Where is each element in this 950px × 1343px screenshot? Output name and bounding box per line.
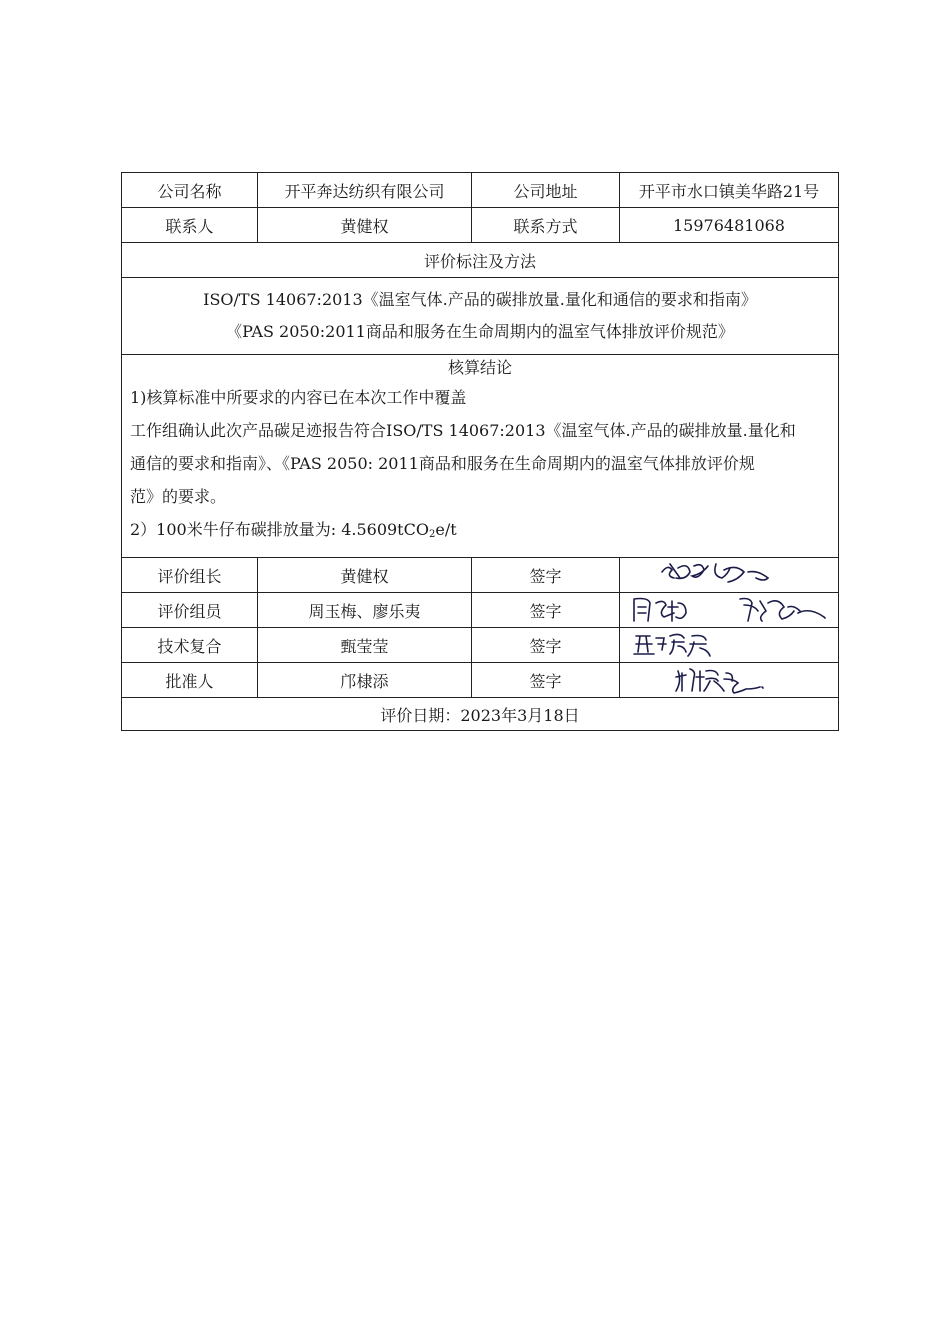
handwritten-signature-icon <box>620 593 839 627</box>
signature-row <box>122 628 839 663</box>
signature-cell <box>620 558 839 593</box>
sign-label: 签字 <box>472 558 620 593</box>
company-row <box>122 173 839 208</box>
role-label: 评价组员 <box>122 593 258 628</box>
role-label: 技术复合 <box>122 628 258 663</box>
signature-cell <box>620 593 839 628</box>
emission-result <box>130 513 830 551</box>
standards-row <box>122 278 839 355</box>
conclusion-row <box>122 355 839 558</box>
standards-heading: 评价标注及方法 <box>122 243 839 278</box>
conclusion-heading: 核算结论 <box>447 358 512 377</box>
handwritten-signature-icon <box>620 663 839 697</box>
conclusion-line: 范》的要求。 <box>130 487 227 506</box>
contact-label: 联系人 <box>122 208 258 243</box>
signature-row <box>122 593 839 628</box>
company-name-value: 开平奔达纺织有限公司 <box>258 173 472 208</box>
handwritten-signature-icon <box>620 558 839 592</box>
evaluation-form <box>121 172 838 731</box>
phone-label: 联系方式 <box>472 208 620 243</box>
role-name: 邝棣添 <box>258 663 472 698</box>
role-name: 黄健权 <box>258 558 472 593</box>
emission-result-text: 2）100米牛仔布碳排放量为: 4.5609tCO <box>130 520 429 539</box>
role-name: 甄莹莹 <box>258 628 472 663</box>
conclusion-block <box>122 355 839 558</box>
handwritten-signature-icon <box>620 628 839 662</box>
role-label: 评价组长 <box>122 558 258 593</box>
sign-label: 签字 <box>472 628 620 663</box>
standard-item: ISO/TS 14067:2013《温室气体.产品的碳排放量.量化和通信的要求和指南》 <box>203 290 757 309</box>
sign-label: 签字 <box>472 593 620 628</box>
emission-result-subscript: 2 <box>428 529 436 540</box>
company-name-label: 公司名称 <box>122 173 258 208</box>
standard-item: 《PAS 2050:2011商品和服务在生命周期内的温室气体排放评价规范》 <box>226 322 734 341</box>
sign-label: 签字 <box>472 663 620 698</box>
standards-list <box>122 278 839 355</box>
signature-row <box>122 558 839 593</box>
standards-heading-row <box>122 243 839 278</box>
conclusion-line: 1)核算标准中所要求的内容已在本次工作中覆盖 <box>130 388 467 407</box>
company-address-value: 开平市水口镇美华路21号 <box>620 173 839 208</box>
signature-cell <box>620 663 839 698</box>
role-name: 周玉梅、廖乐夷 <box>258 593 472 628</box>
conclusion-line: 工作组确认此次产品碳足迹报告符合ISO/TS 14067:2013《温室气体.产品的碳排放量.量化和 <box>130 421 796 440</box>
contact-row <box>122 208 839 243</box>
signature-row <box>122 663 839 698</box>
signature-cell <box>620 628 839 663</box>
company-address-label: 公司地址 <box>472 173 620 208</box>
contact-value: 黄健权 <box>258 208 472 243</box>
evaluation-date: 评价日期：2023年3月18日 <box>122 698 839 731</box>
date-row <box>122 698 839 731</box>
role-label: 批准人 <box>122 663 258 698</box>
phone-value: 15976481068 <box>620 208 839 243</box>
conclusion-line: 通信的要求和指南》、《PAS 2050: 2011商品和服务在生命周期内的温室气体排放评价规 <box>130 454 755 473</box>
emission-result-unit: e/t <box>435 520 457 539</box>
evaluation-table <box>121 172 839 731</box>
